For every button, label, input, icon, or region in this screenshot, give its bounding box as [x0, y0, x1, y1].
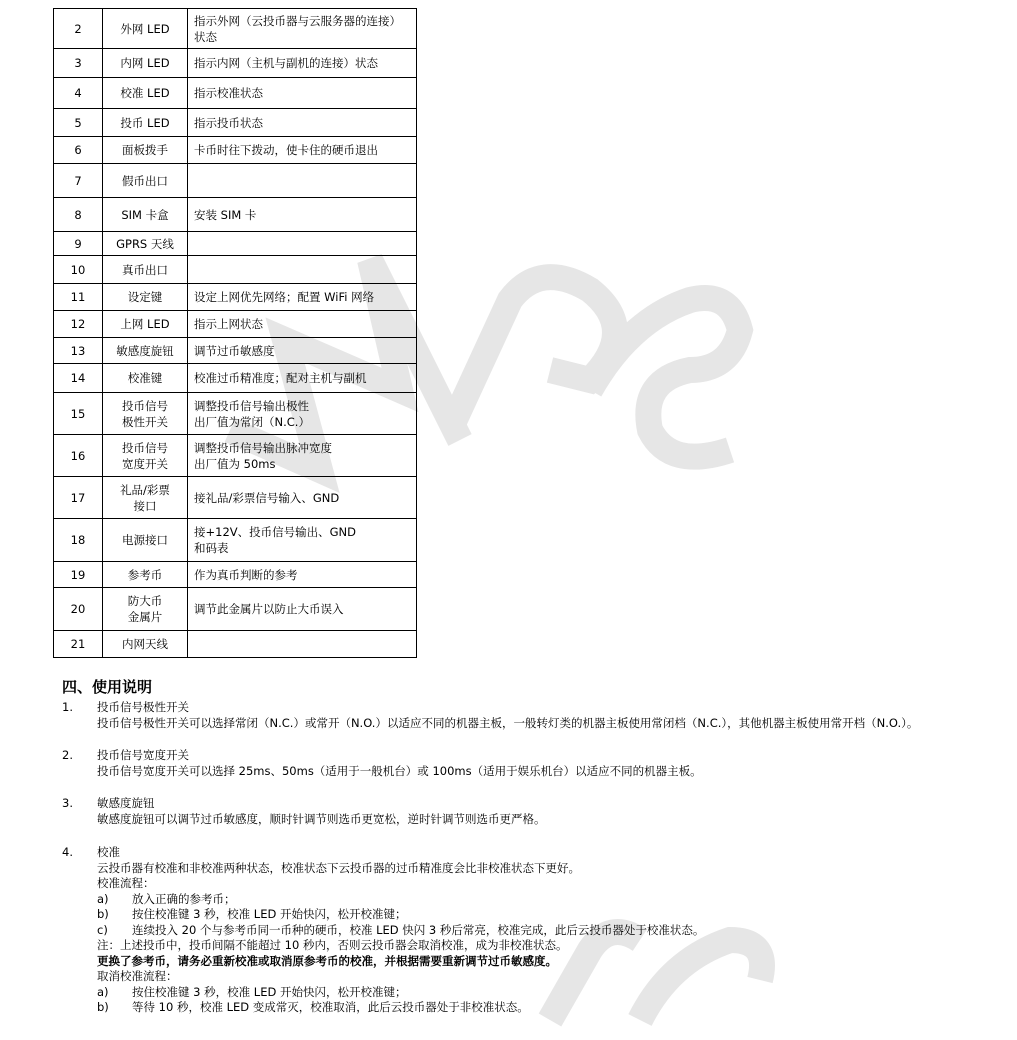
table-row — [54, 477, 417, 519]
part-name: 上网 LED — [103, 311, 188, 338]
part-description: 校准过币精准度；配对主机与副机 — [188, 364, 417, 393]
table-row — [54, 256, 417, 284]
row-number: 20 — [54, 588, 103, 631]
row-number: 21 — [54, 631, 103, 658]
row-number: 3 — [54, 49, 103, 78]
part-description: 指示投币状态 — [188, 109, 417, 137]
flow-step: b) 按住校准键 3 秒，校准 LED 开始快闪，松开校准键； — [97, 907, 407, 921]
item-heading: 敏感度旋钮 — [97, 796, 155, 810]
part-description: 接礼品/彩票信号输入、GND — [188, 477, 417, 519]
item-number: 1. — [62, 700, 73, 714]
part-name: 投币信号 极性开关 — [103, 393, 188, 435]
part-name: 面板拨手 — [103, 137, 188, 164]
cancel-step: a) 按住校准键 3 秒，校准 LED 开始快闪，松开校准键； — [97, 984, 407, 999]
table-row — [54, 393, 417, 435]
row-number: 9 — [54, 232, 103, 256]
row-number: 13 — [54, 338, 103, 364]
part-description: 接+12V、投币信号输出、GND 和码表 — [188, 519, 417, 562]
item-body: 投币信号极性开关可以选择常闭（N.C.）或常开（N.O.）以适应不同的机器主板，一般转灯类的机器主板使用常闭档（N.C.），其他机器主板使用常开档（N.O.）。 — [97, 715, 919, 730]
part-description: 作为真币判断的参考 — [188, 562, 417, 588]
part-name: SIM 卡盒 — [103, 198, 188, 232]
part-name: GPRS 天线 — [103, 232, 188, 256]
part-name: 校准 LED — [103, 78, 188, 109]
section-title: 四、使用说明 — [62, 678, 153, 696]
table-row — [54, 232, 417, 256]
item-number: 2. — [62, 748, 73, 762]
part-name: 内网天线 — [103, 631, 188, 658]
table-row — [54, 519, 417, 562]
row-number: 17 — [54, 477, 103, 519]
item-body: 云投币器有校准和非校准两种状态，校准状态下云投币器的过币精准度会比非校准状态下更好。 — [97, 860, 580, 875]
table-row — [54, 631, 417, 658]
part-name: 投币信号 宽度开关 — [103, 435, 188, 477]
part-description: 指示外网（云投币器与云服务器的连接）状态 — [188, 9, 417, 49]
table-row — [54, 49, 417, 78]
part-name: 投币 LED — [103, 109, 188, 137]
part-name: 设定键 — [103, 284, 188, 311]
part-description — [188, 232, 417, 256]
part-name: 内网 LED — [103, 49, 188, 78]
usage-item-3 — [62, 796, 1002, 827]
row-number: 16 — [54, 435, 103, 477]
row-number: 18 — [54, 519, 103, 562]
table-row — [54, 164, 417, 198]
parts-table — [53, 8, 417, 658]
item-body: 敏感度旋钮可以调节过币敏感度，顺时针调节则选币更宽松，逆时针调节则选币更严格。 — [97, 811, 546, 826]
part-description — [188, 631, 417, 658]
row-number: 7 — [54, 164, 103, 198]
part-description: 调整投币信号输出脉冲宽度 出厂值为 50ms — [188, 435, 417, 477]
flow-step: a) 放入正确的参考币； — [97, 891, 236, 906]
table-row — [54, 562, 417, 588]
row-number: 14 — [54, 364, 103, 393]
note: 注：上述投币中，投币间隔不能超过 10 秒内，否则云投币器会取消校准，成为非校准状态。 — [97, 938, 568, 952]
part-description: 调节此金属片以防止大币误入 — [188, 588, 417, 631]
part-name: 校准键 — [103, 364, 188, 393]
table-row — [54, 364, 417, 393]
part-description: 调整投币信号输出极性 出厂值为常闭（N.C.） — [188, 393, 417, 435]
row-number: 19 — [54, 562, 103, 588]
cancel-label: 取消校准流程： — [97, 969, 178, 983]
item-heading: 投币信号宽度开关 — [97, 748, 189, 762]
part-description: 卡币时往下拨动，使卡住的硬币退出 — [188, 137, 417, 164]
table-row — [54, 78, 417, 109]
part-description — [188, 256, 417, 284]
part-name: 礼品/彩票 接口 — [103, 477, 188, 519]
row-number: 15 — [54, 393, 103, 435]
part-description: 设定上网优先网络；配置 WiFi 网络 — [188, 284, 417, 311]
part-name: 参考币 — [103, 562, 188, 588]
part-description: 指示校准状态 — [188, 78, 417, 109]
part-name: 防大币 金属片 — [103, 588, 188, 631]
part-name: 假币出口 — [103, 164, 188, 198]
flow-step: c) 连续投入 20 个与参考币同一币种的硬币，校准 LED 快闪 3 秒后常亮，校准完成，此后云投币器处于校准状态。 — [97, 922, 705, 937]
table-row — [54, 588, 417, 631]
item-heading: 校准 — [97, 845, 120, 859]
row-number: 4 — [54, 78, 103, 109]
table-row — [54, 311, 417, 338]
part-description: 指示上网状态 — [188, 311, 417, 338]
table-row — [54, 137, 417, 164]
item-body: 投币信号宽度开关可以选择 25ms、50ms（适用于一般机台）或 100ms（适用于娱乐机台）以适应不同的机器主板。 — [97, 763, 702, 778]
part-name: 真币出口 — [103, 256, 188, 284]
part-description: 指示内网（主机与副机的连接）状态 — [188, 49, 417, 78]
usage-item-1 — [62, 700, 1002, 731]
part-description — [188, 164, 417, 198]
table-row — [54, 338, 417, 364]
table-row — [54, 198, 417, 232]
part-name: 电源接口 — [103, 519, 188, 562]
part-name: 外网 LED — [103, 9, 188, 49]
table-row — [54, 9, 417, 49]
usage-section — [62, 677, 1002, 1033]
bold-note: 更换了参考币，请务必重新校准或取消原参考币的校准，并根据需要重新调节过币敏感度。 — [97, 953, 557, 968]
row-number: 8 — [54, 198, 103, 232]
row-number: 11 — [54, 284, 103, 311]
usage-item-2 — [62, 748, 1002, 779]
cancel-step: b) 等待 10 秒，校准 LED 变成常灭，校准取消，此后云投币器处于非校准状态。 — [97, 1000, 529, 1014]
row-number: 5 — [54, 109, 103, 137]
flow-label: 校准流程： — [97, 876, 155, 890]
row-number: 12 — [54, 311, 103, 338]
table-row — [54, 109, 417, 137]
row-number: 2 — [54, 9, 103, 49]
row-number: 6 — [54, 137, 103, 164]
item-number: 4. — [62, 845, 73, 859]
usage-item-4 — [62, 845, 1002, 1016]
part-name: 敏感度旋钮 — [103, 338, 188, 364]
item-heading: 投币信号极性开关 — [97, 700, 189, 714]
table-row — [54, 435, 417, 477]
item-number: 3. — [62, 796, 73, 810]
row-number: 10 — [54, 256, 103, 284]
part-description: 调节过币敏感度 — [188, 338, 417, 364]
part-description: 安装 SIM 卡 — [188, 198, 417, 232]
table-row — [54, 284, 417, 311]
